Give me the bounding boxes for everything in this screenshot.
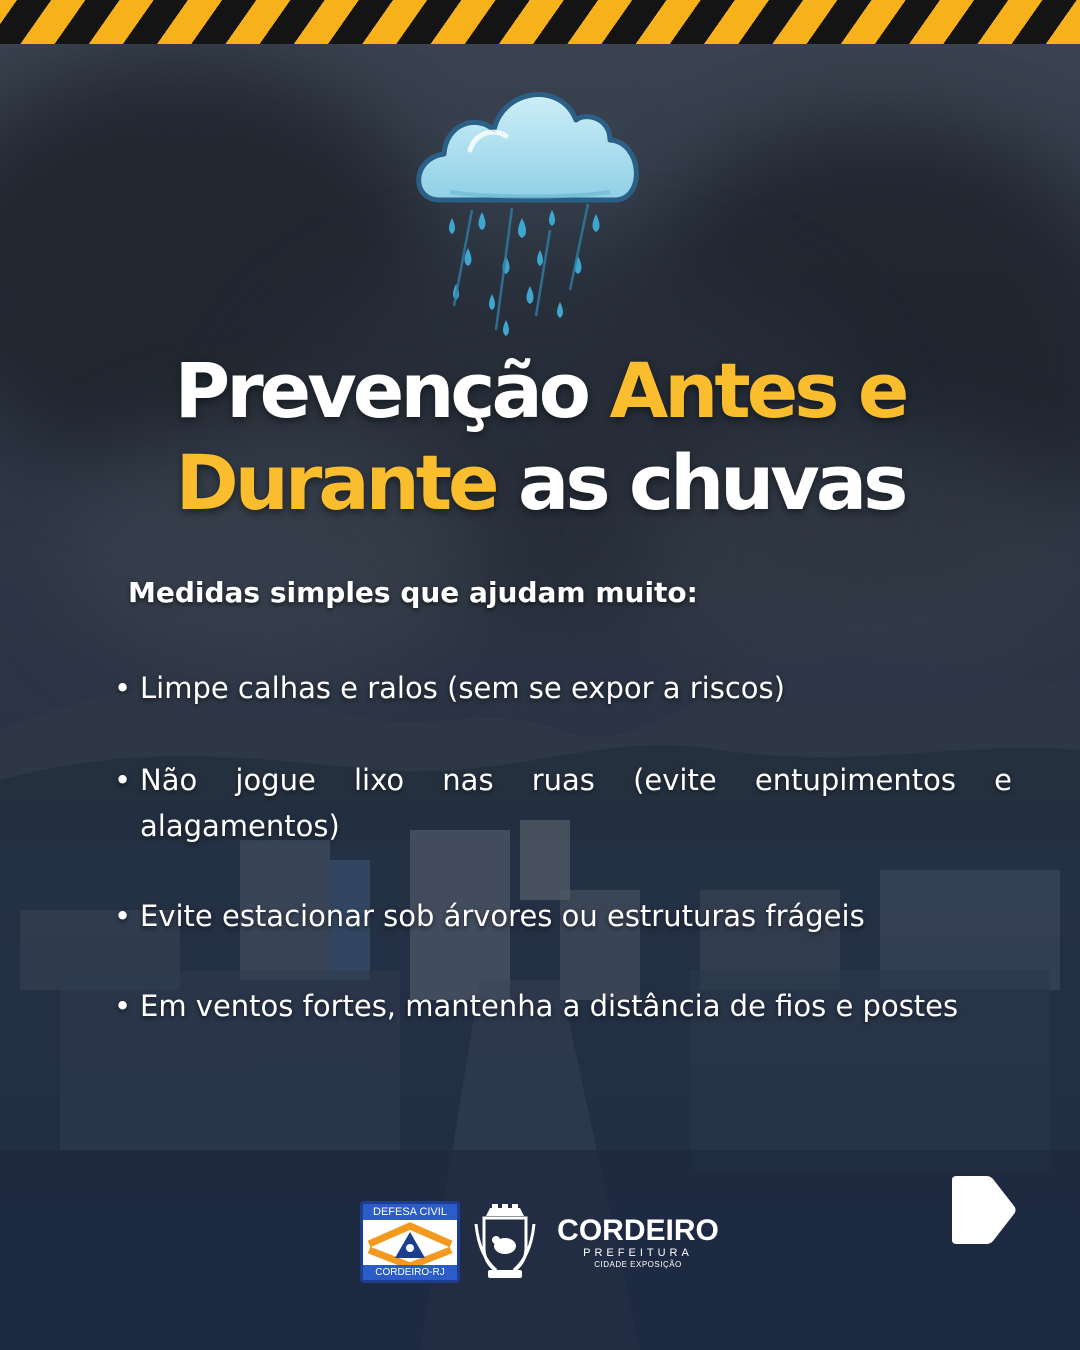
tips-list (112, 665, 1012, 1073)
tip-item: • Em ventos fortes, mantenha a distância de fios e postes (112, 983, 1012, 1029)
tip-item: • Evite estacionar sob árvores ou estruturas frágeis (112, 893, 1012, 939)
rain-cloud-icon (410, 80, 650, 350)
defesa-civil-label: DEFESA CIVIL (363, 1204, 457, 1220)
play-arrow-icon[interactable] (950, 1176, 1016, 1244)
city-name: CORDEIRO (557, 1214, 719, 1247)
hazard-stripe-banner (0, 0, 1080, 44)
subtitle: Medidas simples que ajudam muito: (128, 576, 698, 609)
defesa-civil-logo (360, 1201, 460, 1283)
title-words-as-chuvas: as chuvas (518, 438, 905, 527)
page-title (0, 345, 1080, 529)
prefeitura-logo (548, 1216, 728, 1270)
city-tagline: CIDADE EXPOSIÇÃO (594, 1260, 682, 1269)
civil-defense-triangle-icon (367, 1222, 453, 1266)
tip-item: • Não jogue lixo nas ruas (evite entupimentos e alagamentos) (112, 757, 1012, 849)
title-highlight-antes: Antes e (609, 346, 906, 435)
footer-logos (358, 1200, 738, 1286)
title-word-prevencao: Prevenção (174, 346, 587, 435)
city-crest-icon (474, 1204, 536, 1280)
defesa-civil-city: CORDEIRO-RJ (363, 1265, 457, 1280)
title-highlight-durante: Durante (175, 438, 496, 527)
city-subtitle: PREFEITURA (583, 1247, 693, 1259)
tip-item: • Limpe calhas e ralos (sem se expor a riscos) (112, 665, 1012, 711)
